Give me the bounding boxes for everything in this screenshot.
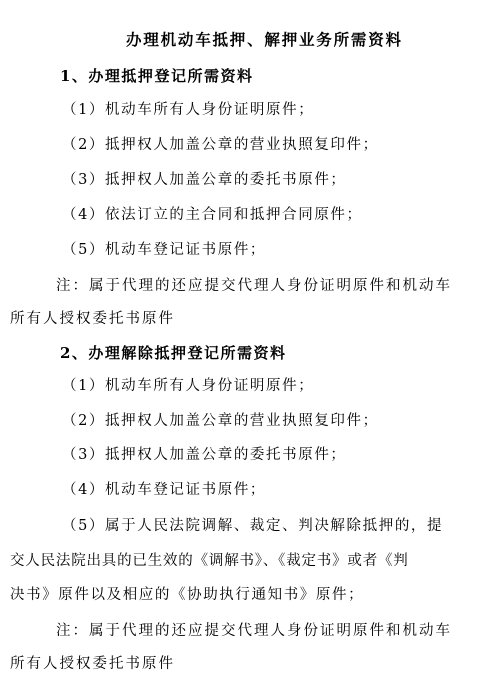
section-2-item-3: （3）抵押权人加盖公章的委托书原件； [62,447,347,463]
section-1-item-1: （1）机动车所有人身份证明原件； [62,102,315,118]
section-2-item-5-line-1: （5）属于人民法院调解、裁定、判决解除抵押的，提 [62,518,444,534]
section-2-note-line-2: 所有人授权委托书原件 [10,656,175,672]
section-2-item-5-line-3: 决书》原件以及相应的《协助执行通知书》原件； [10,587,365,603]
section-1-item-4: （4）依法订立的主合同和抵押合同原件； [62,207,363,223]
section-1-item-2: （2）抵押权人加盖公章的营业执照复印件； [62,137,379,153]
section-2-heading: 2、办理解除抵押登记所需资料 [60,344,287,362]
section-1-item-5: （5）机动车登记证书原件； [62,242,267,258]
section-1-note-line-2: 所有人授权委托书原件 [10,311,175,327]
section-2-item-1: （1）机动车所有人身份证明原件； [62,378,315,394]
section-2-item-5-line-2: 交人民法院出具的已生效的《调解书》、《裁定书》或者《判 [10,553,409,569]
section-1-item-3: （3）抵押权人加盖公章的委托书原件； [62,172,347,188]
section-2-item-4: （4）机动车登记证书原件； [62,482,267,498]
section-1-heading: 1、办理抵押登记所需资料 [60,67,254,85]
page-title: 办理机动车抵押、解押业务所需资料 [126,30,403,49]
section-2-note-line-1: 注：属于代理的还应提交代理人身份证明原件和机动车 [56,623,452,639]
section-2-item-2: （2）抵押权人加盖公章的营业执照复印件； [62,413,379,429]
section-1-note-line-1: 注：属于代理的还应提交代理人身份证明原件和机动车 [56,278,452,294]
